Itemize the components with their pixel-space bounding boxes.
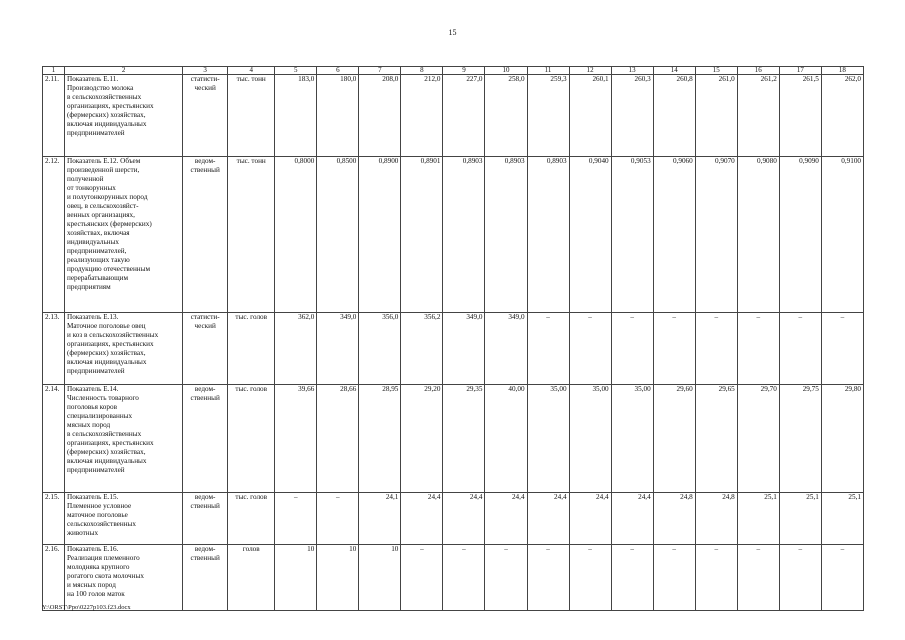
header-cell: 13 (611, 67, 653, 75)
value-cell: – (779, 313, 821, 385)
value-cell: – (653, 545, 695, 611)
value-cell: 260,8 (653, 75, 695, 157)
value-cell: 0,9070 (695, 157, 737, 313)
unit-cell: тыс. голов (228, 493, 275, 545)
value-cell: 261,0 (695, 75, 737, 157)
value-cell: 183,0 (275, 75, 317, 157)
row-number: 2.14. (43, 385, 65, 493)
value-cell: 28,66 (317, 385, 359, 493)
value-cell: 260,1 (569, 75, 611, 157)
value-cell: 258,0 (485, 75, 527, 157)
value-cell: 10 (317, 545, 359, 611)
header-cell: 15 (695, 67, 737, 75)
unit-cell: тыс. тонн (228, 75, 275, 157)
value-cell: – (401, 545, 443, 611)
value-cell: – (653, 313, 695, 385)
table-row (43, 385, 864, 493)
value-cell: 24,1 (359, 493, 401, 545)
table-row (43, 493, 864, 545)
value-cell: 24,4 (485, 493, 527, 545)
value-cell: – (527, 545, 569, 611)
value-cell: – (737, 313, 779, 385)
table-row (43, 157, 864, 313)
value-cell: – (443, 545, 485, 611)
value-cell: 25,1 (779, 493, 821, 545)
header-cell: 6 (317, 67, 359, 75)
value-cell: 362,0 (275, 313, 317, 385)
value-cell: 25,1 (821, 493, 863, 545)
value-cell: – (569, 545, 611, 611)
indicator-source: статисти- ческий (183, 313, 228, 385)
value-cell: 0,8901 (401, 157, 443, 313)
header-cell: 11 (527, 67, 569, 75)
row-number: 2.15. (43, 493, 65, 545)
header-cell: 10 (485, 67, 527, 75)
value-cell: 35,00 (569, 385, 611, 493)
value-cell: 0,9100 (821, 157, 863, 313)
header-cell: 1 (43, 67, 65, 75)
table-header (43, 67, 864, 75)
header-cell: 7 (359, 67, 401, 75)
header-cell: 4 (228, 67, 275, 75)
table-body (43, 75, 864, 611)
value-cell: – (695, 545, 737, 611)
table-row (43, 313, 864, 385)
value-cell: 260,3 (611, 75, 653, 157)
value-cell: 261,2 (737, 75, 779, 157)
value-cell: 24,8 (653, 493, 695, 545)
unit-cell: тыс. тонн (228, 157, 275, 313)
value-cell: 356,0 (359, 313, 401, 385)
value-cell: 29,20 (401, 385, 443, 493)
value-cell: 29,60 (653, 385, 695, 493)
value-cell: – (527, 313, 569, 385)
indicator-name: Показатель Е.12. Объем произведенной шерсти, полученной от тонкорунных и полутонкорунных пород овец, в сельскохозяйст- венных организациях, крестьянских (фермерских) хозяйствах, включая индивидуальных предпринимателей, реализующих такую продукцию отечественным перерабатывающим предприятиям (65, 157, 183, 313)
indicator-source: статисти- ческий (183, 75, 228, 157)
value-cell: 349,0 (317, 313, 359, 385)
table-row (43, 75, 864, 157)
value-cell: 24,4 (527, 493, 569, 545)
value-cell: 0,8500 (317, 157, 359, 313)
header-cell: 17 (779, 67, 821, 75)
value-cell: 29,75 (779, 385, 821, 493)
value-cell: 208,0 (359, 75, 401, 157)
row-number: 2.12. (43, 157, 65, 313)
value-cell: 0,9060 (653, 157, 695, 313)
header-cell: 16 (737, 67, 779, 75)
value-cell: 227,0 (443, 75, 485, 157)
value-cell: 0,8903 (527, 157, 569, 313)
value-cell: 180,0 (317, 75, 359, 157)
value-cell: 29,70 (737, 385, 779, 493)
value-cell: – (779, 545, 821, 611)
value-cell: 35,00 (527, 385, 569, 493)
value-cell: – (275, 493, 317, 545)
indicators-table (42, 66, 864, 611)
unit-cell: голов (228, 545, 275, 611)
value-cell: 10 (275, 545, 317, 611)
header-cell: 2 (65, 67, 183, 75)
value-cell: 349,0 (443, 313, 485, 385)
value-cell: 0,8900 (359, 157, 401, 313)
value-cell: 0,9040 (569, 157, 611, 313)
header-cell: 8 (401, 67, 443, 75)
value-cell: – (485, 545, 527, 611)
indicator-source: ведом- ственный (183, 545, 228, 611)
row-number: 2.13. (43, 313, 65, 385)
value-cell: 28,95 (359, 385, 401, 493)
value-cell: – (611, 545, 653, 611)
value-cell: 0,8000 (275, 157, 317, 313)
value-cell: – (695, 313, 737, 385)
table-row (43, 545, 864, 611)
header-cell: 14 (653, 67, 695, 75)
header-cell: 3 (183, 67, 228, 75)
row-number: 2.11. (43, 75, 65, 157)
row-number: 2.16. (43, 545, 65, 611)
header-cell: 9 (443, 67, 485, 75)
value-cell: – (821, 545, 863, 611)
indicator-name: Показатель Е.11. Производство молока в сельскохозяйственных организациях, крестьянских (фермерских) хозяйствах, включая индивидуальных предпринимателей (65, 75, 183, 157)
value-cell: 25,1 (737, 493, 779, 545)
value-cell: – (611, 313, 653, 385)
indicator-name: Показатель Е.16. Реализация племенного молодняка крупного рогатого скота молочных и мясных пород на 100 голов маток (65, 545, 183, 611)
file-path-footer: Y:\ORST\Ppo\0227p103.f23.docx (42, 604, 131, 611)
value-cell: 0,9053 (611, 157, 653, 313)
unit-cell: тыс. голов (228, 385, 275, 493)
indicator-name: Показатель Е.14. Численность товарного поголовья коров специализированных мясных пород в сельскохозяйственных организациях, крестьянских (фермерских) хозяйствах, включая индивидуальных предпринимателей (65, 385, 183, 493)
value-cell: 0,9090 (779, 157, 821, 313)
value-cell: 10 (359, 545, 401, 611)
value-cell: 39,66 (275, 385, 317, 493)
value-cell: 0,8903 (443, 157, 485, 313)
header-cell: 5 (275, 67, 317, 75)
value-cell: 349,0 (485, 313, 527, 385)
indicator-source: ведом- ственный (183, 493, 228, 545)
value-cell: 0,9080 (737, 157, 779, 313)
indicator-name: Показатель Е.13. Маточное поголовье овец и коз в сельскохозяйственных организациях, крестьянских (фермерских) хозяйствах, включая индивидуальных предпринимателей (65, 313, 183, 385)
value-cell: 24,4 (569, 493, 611, 545)
value-cell: – (737, 545, 779, 611)
value-cell: 29,35 (443, 385, 485, 493)
value-cell: 262,0 (821, 75, 863, 157)
value-cell: 24,4 (443, 493, 485, 545)
header-cell: 18 (821, 67, 863, 75)
value-cell: 40,00 (485, 385, 527, 493)
value-cell: 24,8 (695, 493, 737, 545)
value-cell: – (821, 313, 863, 385)
value-cell: 29,80 (821, 385, 863, 493)
value-cell: 0,8903 (485, 157, 527, 313)
value-cell: 259,3 (527, 75, 569, 157)
value-cell: 212,0 (401, 75, 443, 157)
value-cell: 356,2 (401, 313, 443, 385)
value-cell: 261,5 (779, 75, 821, 157)
indicator-name: Показатель Е.15. Племенное условное маточное поголовье сельскохозяйственных животных (65, 493, 183, 545)
indicator-source: ведом- ственный (183, 157, 228, 313)
header-cell: 12 (569, 67, 611, 75)
indicator-source: ведом- ственный (183, 385, 228, 493)
value-cell: 24,4 (611, 493, 653, 545)
value-cell: – (569, 313, 611, 385)
unit-cell: тыс. голов (228, 313, 275, 385)
page-number: 15 (448, 28, 457, 37)
value-cell: 24,4 (401, 493, 443, 545)
value-cell: 29,65 (695, 385, 737, 493)
value-cell: – (317, 493, 359, 545)
value-cell: 35,00 (611, 385, 653, 493)
